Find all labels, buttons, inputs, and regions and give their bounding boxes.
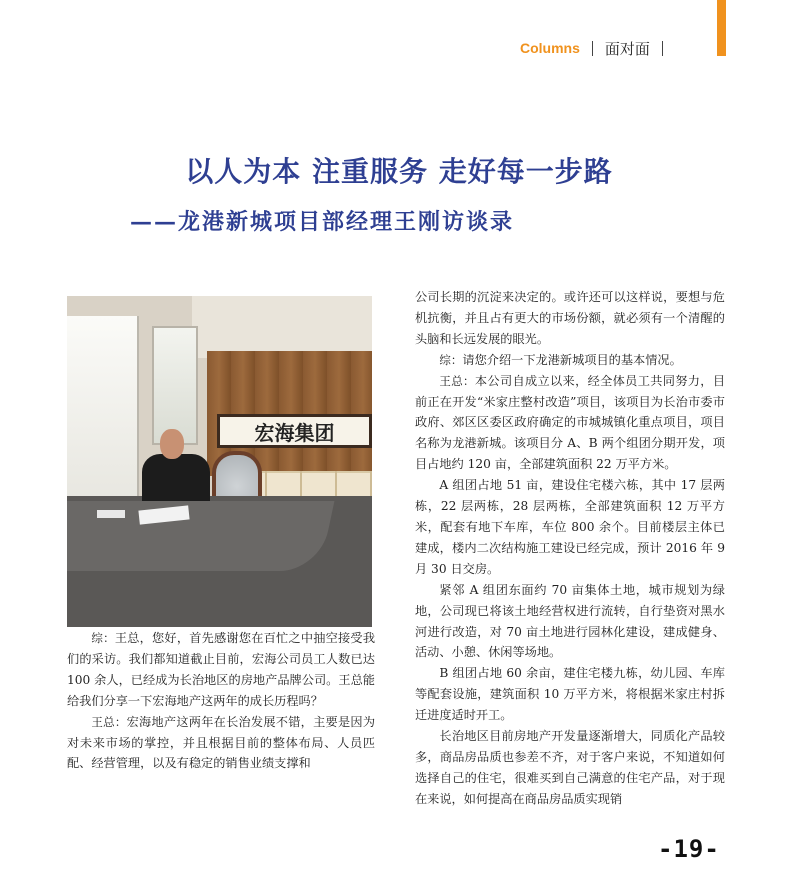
paragraph <box>415 350 725 371</box>
calligraphy-scroll <box>217 414 372 448</box>
paragraph-text: 宏海地产这两年在长治发展不错，主要是因为对未来市场的掌控，并且根据目前的整体布局、人员匹配、经营管理，以及有稳定的销售业绩支撑和 <box>67 714 376 771</box>
speaker-label: 综： <box>91 631 115 645</box>
paragraph-text: 请您介绍一下龙港新城项目的基本情况。 <box>462 352 682 367</box>
paragraph <box>67 628 375 712</box>
paragraph-text: 本公司自成立以来，经全体员工共同努力，目前正在开发“米家庄整村改造”项目，该项目为长治市委市政府、郊区区委区政府确定的市城城镇化重点项目，项目名称为龙港新城。该项目分 A、B 两个组团分期开发，项目占地约 120 亩，全部建筑面积 22 万平方米。 <box>415 373 726 472</box>
window <box>152 326 198 445</box>
header-divider <box>662 41 663 56</box>
accent-bar <box>717 0 726 56</box>
paragraph <box>415 287 725 350</box>
speaker-label: 王总： <box>439 373 475 388</box>
paragraph-text: 紧邻 A 组团东面约 70 亩集体土地，城市规划为绿地，公司现已将该土地经营权进行流转，自行垫资对黑水河进行改造，对 70 亩土地进行园林化建设，建成健身、活动、小憩、休闲等场地。 <box>415 582 725 660</box>
speaker-label: 综： <box>439 352 463 367</box>
section-label: Columns <box>520 40 580 56</box>
paragraph <box>415 663 725 726</box>
page-number: -19- <box>658 835 720 863</box>
right-column <box>415 287 725 810</box>
section-title: 面对面 <box>604 39 650 58</box>
interview-photo <box>67 296 372 627</box>
calligraphy-text: 宏海集团 <box>254 420 335 445</box>
header-divider <box>592 41 593 56</box>
window <box>67 316 139 516</box>
left-column <box>67 628 375 774</box>
paragraph-text: 长治地区目前房地产开发量逐渐增大，同质化产品较多，商品房品质也参差不齐，对于客户来说，不知道如何选择自己的住宅，很难买到自己满意的住宅产品，对于现在来说，如何提高在商品房品质实现销 <box>415 729 725 806</box>
article-title: 以人为本 注重服务 走好每一步路 <box>185 155 613 188</box>
paragraph <box>415 371 725 476</box>
speaker-label: 王总： <box>91 714 127 729</box>
paragraph-text: 王总，您好，首先感谢您在百忙之中抽空接受我们的采访。我们都知道截止目前，宏海公司员工人数已达 100 余人，已经成为长治地区的房地产品牌公司。王总能给我们分享一下宏海地产这两年的成长历程吗？ <box>67 631 376 708</box>
running-header <box>520 36 675 60</box>
paragraph <box>415 726 725 810</box>
paragraph-text: 公司长期的沉淀来决定的。或许还可以这样说，要想与危机抗衡，并且占有更大的市场份额，就必须有一个清醒的头脑和长远发展的眼光。 <box>415 290 725 346</box>
paragraph <box>67 712 375 775</box>
paragraph <box>415 580 725 664</box>
paragraph-text: B 组团占地 60 余亩，建住宅楼九栋，幼儿园、车库等配套设施，建筑面积 10 万平方米，将根据米家庄村拆迁进度适时开工。 <box>415 666 725 723</box>
paragraph <box>415 475 725 580</box>
paragraph-text: A 组团占地 51 亩，建设住宅楼六栋，其中 17 层两栋，22 层两栋，28 层两栋，全部建筑面积 12 万平方米，配套有地下车库，车位 800 余个。目前楼层主体已建成，楼内二次结构施工建设已经完成，预计 2016 年 9 月 30 日交房。 <box>415 478 725 576</box>
article-subtitle: ——龙港新城项目部经理王刚访谈录 <box>130 209 515 235</box>
